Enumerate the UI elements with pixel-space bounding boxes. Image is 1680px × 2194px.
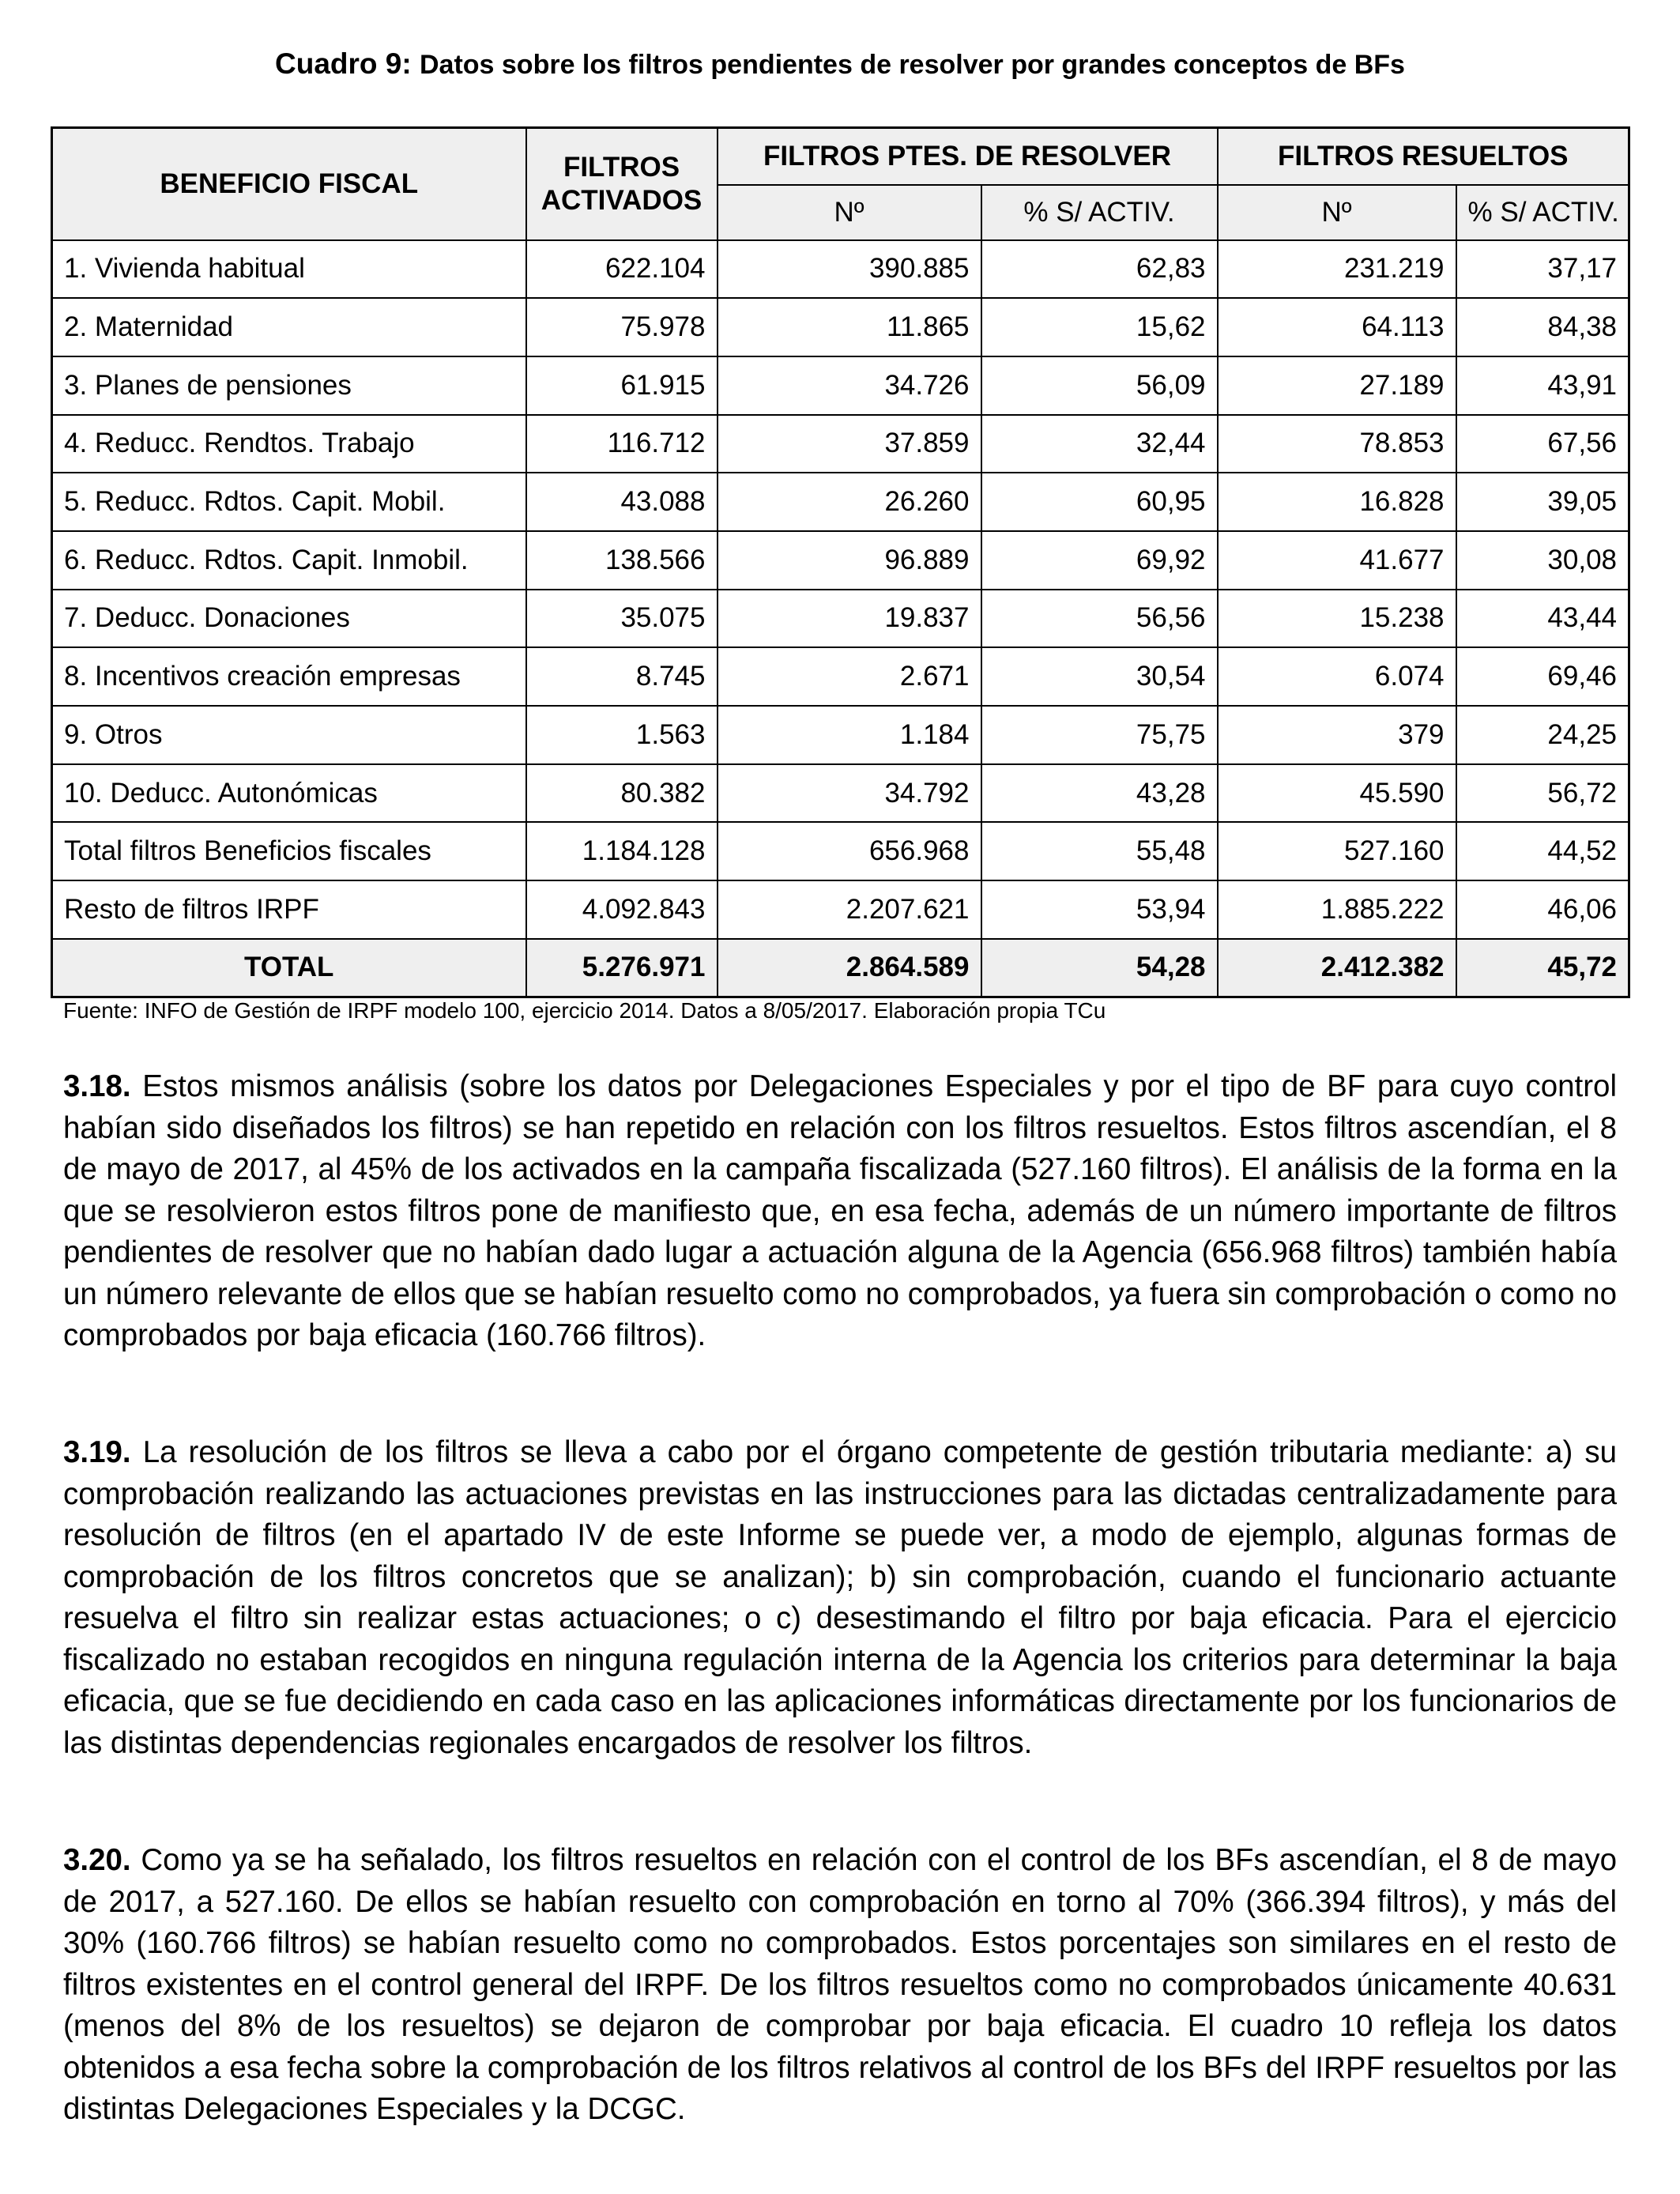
- header-resueltos: FILTROS RESUELTOS: [1218, 128, 1629, 185]
- cell-ptes-num: 37.859: [718, 415, 981, 473]
- cell-res-num: 64.113: [1218, 298, 1456, 356]
- cell-ptes-pct: 62,83: [981, 240, 1218, 299]
- cell-concepto: 1. Vivienda habitual: [52, 240, 526, 299]
- cell-res-pct: 67,56: [1456, 415, 1629, 473]
- cell-res-num: 527.160: [1218, 822, 1456, 880]
- header-beneficio: BENEFICIO FISCAL: [52, 128, 526, 240]
- paragraph-3-18: [63, 1066, 1617, 1357]
- cell-res-num: 231.219: [1218, 240, 1456, 299]
- cell-res-num: 45.590: [1218, 764, 1456, 823]
- table-row: [52, 822, 1629, 880]
- cell-ptes-num: 390.885: [718, 240, 981, 299]
- cell-res-pct: 44,52: [1456, 822, 1629, 880]
- cell-activados: 4.092.843: [526, 880, 718, 939]
- cell-ptes-num: 2.207.621: [718, 880, 981, 939]
- table-row: [52, 356, 1629, 415]
- cell-activados: 80.382: [526, 764, 718, 823]
- cell-ptes-num: 26.260: [718, 473, 981, 531]
- subheader-res-num: Nº: [1218, 185, 1456, 240]
- caption-label: Cuadro 9:: [275, 47, 412, 80]
- cell-concepto: 7. Deducc. Donaciones: [52, 590, 526, 648]
- total-ptes-num: 2.864.589: [718, 939, 981, 997]
- cell-res-pct: 24,25: [1456, 706, 1629, 764]
- paragraph-text: Estos mismos análisis (sobre los datos por Delegaciones Especiales y por el tipo de BF para cuyo control habían sido diseñados los filtros) se han repetido en relación con los filtros resueltos. Estos filtros ascendían, el 8 de mayo de 2017, al 45% de los activados en la campaña fiscalizada (527.160 filtros). El análisis de la forma en la que se resolvieron estos filtros pone de manifiesto que, en esa fecha, además de un número importante de filtros pendientes de resolver que no habían dado lugar a actuación alguna de la Agencia (656.968 filtros) también había un número relevante de ellos que se habían resuelto como no comprobados, ya fuera sin comprobación o como no comprobados por baja eficacia (160.766 filtros).: [63, 1069, 1617, 1352]
- cell-res-num: 15.238: [1218, 590, 1456, 648]
- cell-concepto: 9. Otros: [52, 706, 526, 764]
- table-row: [52, 473, 1629, 531]
- cell-ptes-num: 96.889: [718, 531, 981, 590]
- cell-ptes-num: 34.726: [718, 356, 981, 415]
- paragraph-3-19: [63, 1432, 1617, 1764]
- data-table: [51, 126, 1630, 998]
- cell-res-pct: 46,06: [1456, 880, 1629, 939]
- paragraph-number: 3.19.: [63, 1435, 131, 1469]
- cell-ptes-pct: 32,44: [981, 415, 1218, 473]
- total-row: [52, 939, 1629, 997]
- cell-ptes-pct: 69,92: [981, 531, 1218, 590]
- cell-ptes-pct: 43,28: [981, 764, 1218, 823]
- cell-activados: 1.563: [526, 706, 718, 764]
- cell-concepto: 2. Maternidad: [52, 298, 526, 356]
- cell-res-num: 379: [1218, 706, 1456, 764]
- total-activados: 5.276.971: [526, 939, 718, 997]
- cell-res-pct: 43,44: [1456, 590, 1629, 648]
- total-res-num: 2.412.382: [1218, 939, 1456, 997]
- total-label: TOTAL: [52, 939, 526, 997]
- total-ptes-pct: 54,28: [981, 939, 1218, 997]
- subheader-ptes-num: Nº: [718, 185, 981, 240]
- cell-concepto: 6. Reducc. Rdtos. Capit. Inmobil.: [52, 531, 526, 590]
- cell-res-num: 1.885.222: [1218, 880, 1456, 939]
- table-row: [52, 415, 1629, 473]
- cell-concepto: Total filtros Beneficios fiscales: [52, 822, 526, 880]
- cell-res-num: 6.074: [1218, 647, 1456, 706]
- cell-activados: 116.712: [526, 415, 718, 473]
- cell-activados: 61.915: [526, 356, 718, 415]
- subheader-res-pct: % S/ ACTIV.: [1456, 185, 1629, 240]
- cell-ptes-pct: 60,95: [981, 473, 1218, 531]
- cell-ptes-pct: 53,94: [981, 880, 1218, 939]
- table-row: [52, 240, 1629, 299]
- total-res-pct: 45,72: [1456, 939, 1629, 997]
- cell-ptes-num: 19.837: [718, 590, 981, 648]
- cell-res-pct: 84,38: [1456, 298, 1629, 356]
- paragraph-text: La resolución de los filtros se lleva a cabo por el órgano competente de gestión tributaria mediante: a) su comprobación realizando las actuaciones previstas en las instrucciones para las dictadas centralizadamente para resolución de filtros (en el apartado IV de este Informe se puede ver, a modo de ejemplo, algunas formas de comprobación de los filtros concretos que se analizan); b) sin comprobación, cuando el funcionario actuante resuelva el filtro sin realizar estas actuaciones; o c) desestimando el filtro por baja eficacia. Para el ejercicio fiscalizado no estaban recogidos en ninguna regulación interna de la Agencia los criterios para determinar la baja eficacia, que se fue decidiendo en cada caso en las aplicaciones informáticas directamente por los funcionarios de las distintas dependencias regionales encargados de resolver los filtros.: [63, 1435, 1617, 1760]
- cell-activados: 35.075: [526, 590, 718, 648]
- paragraph-number: 3.18.: [63, 1069, 131, 1103]
- cell-res-pct: 30,08: [1456, 531, 1629, 590]
- table-row: [52, 531, 1629, 590]
- cell-ptes-pct: 56,09: [981, 356, 1218, 415]
- cell-ptes-num: 1.184: [718, 706, 981, 764]
- cell-res-pct: 43,91: [1456, 356, 1629, 415]
- cell-ptes-num: 656.968: [718, 822, 981, 880]
- cell-res-pct: 69,46: [1456, 647, 1629, 706]
- cell-res-num: 27.189: [1218, 356, 1456, 415]
- cell-concepto: 3. Planes de pensiones: [52, 356, 526, 415]
- cell-ptes-pct: 75,75: [981, 706, 1218, 764]
- cell-res-num: 41.677: [1218, 531, 1456, 590]
- table-body: [52, 240, 1629, 997]
- paragraph-3-20: [63, 1840, 1617, 2131]
- cell-activados: 622.104: [526, 240, 718, 299]
- cell-activados: 75.978: [526, 298, 718, 356]
- paragraph-text: Como ya se ha señalado, los filtros resueltos en relación con el control de los BFs ascendían, el 8 de mayo de 2017, a 527.160. De ellos se habían resuelto con comprobación en torno al 70% (366.394 filtros), y más del 30% (160.766 filtros) se habían resuelto como no comprobados. Estos porcentajes son similares en el resto de filtros existentes en el control general del IRPF. De los filtros resueltos como no comprobados únicamente 40.631 (menos del 8% de los resueltos) se dejaron de comprobar por baja eficacia. El cuadro 10 refleja los datos obtenidos a esa fecha sobre la comprobación de los filtros relativos al control de los BFs del IRPF resueltos por las distintas Delegaciones Especiales y la DCGC.: [63, 1843, 1617, 2126]
- table-row: [52, 706, 1629, 764]
- table-row: [52, 764, 1629, 823]
- cell-concepto: 4. Reducc. Rendtos. Trabajo: [52, 415, 526, 473]
- source-note: Fuente: INFO de Gestión de IRPF modelo 100, ejercicio 2014. Datos a 8/05/2017. Elaboración propia TCu: [63, 998, 1106, 1023]
- table-row: [52, 647, 1629, 706]
- cell-activados: 43.088: [526, 473, 718, 531]
- cell-ptes-pct: 55,48: [981, 822, 1218, 880]
- subheader-ptes-pct: % S/ ACTIV.: [981, 185, 1218, 240]
- cell-concepto: 8. Incentivos creación empresas: [52, 647, 526, 706]
- cell-ptes-pct: 30,54: [981, 647, 1218, 706]
- table-row: [52, 590, 1629, 648]
- cell-ptes-num: 11.865: [718, 298, 981, 356]
- table-row: [52, 298, 1629, 356]
- caption-text: Datos sobre los filtros pendientes de resolver por grandes conceptos de BFs: [419, 50, 1405, 80]
- table-caption: [0, 46, 1680, 83]
- cell-activados: 8.745: [526, 647, 718, 706]
- cell-activados: 1.184.128: [526, 822, 718, 880]
- header-row: [52, 128, 1629, 185]
- cell-ptes-num: 2.671: [718, 647, 981, 706]
- cell-res-num: 78.853: [1218, 415, 1456, 473]
- cell-res-pct: 37,17: [1456, 240, 1629, 299]
- table-row: [52, 880, 1629, 939]
- cell-concepto: Resto de filtros IRPF: [52, 880, 526, 939]
- cell-ptes-pct: 56,56: [981, 590, 1218, 648]
- cell-res-pct: 56,72: [1456, 764, 1629, 823]
- cell-concepto: 10. Deducc. Autonómicas: [52, 764, 526, 823]
- header-pendientes: FILTROS PTES. DE RESOLVER: [718, 128, 1218, 185]
- cell-res-pct: 39,05: [1456, 473, 1629, 531]
- header-activados: FILTROS ACTIVADOS: [526, 128, 718, 240]
- cell-ptes-num: 34.792: [718, 764, 981, 823]
- paragraph-number: 3.20.: [63, 1843, 131, 1877]
- cell-activados: 138.566: [526, 531, 718, 590]
- cell-ptes-pct: 15,62: [981, 298, 1218, 356]
- cell-res-num: 16.828: [1218, 473, 1456, 531]
- cell-concepto: 5. Reducc. Rdtos. Capit. Mobil.: [52, 473, 526, 531]
